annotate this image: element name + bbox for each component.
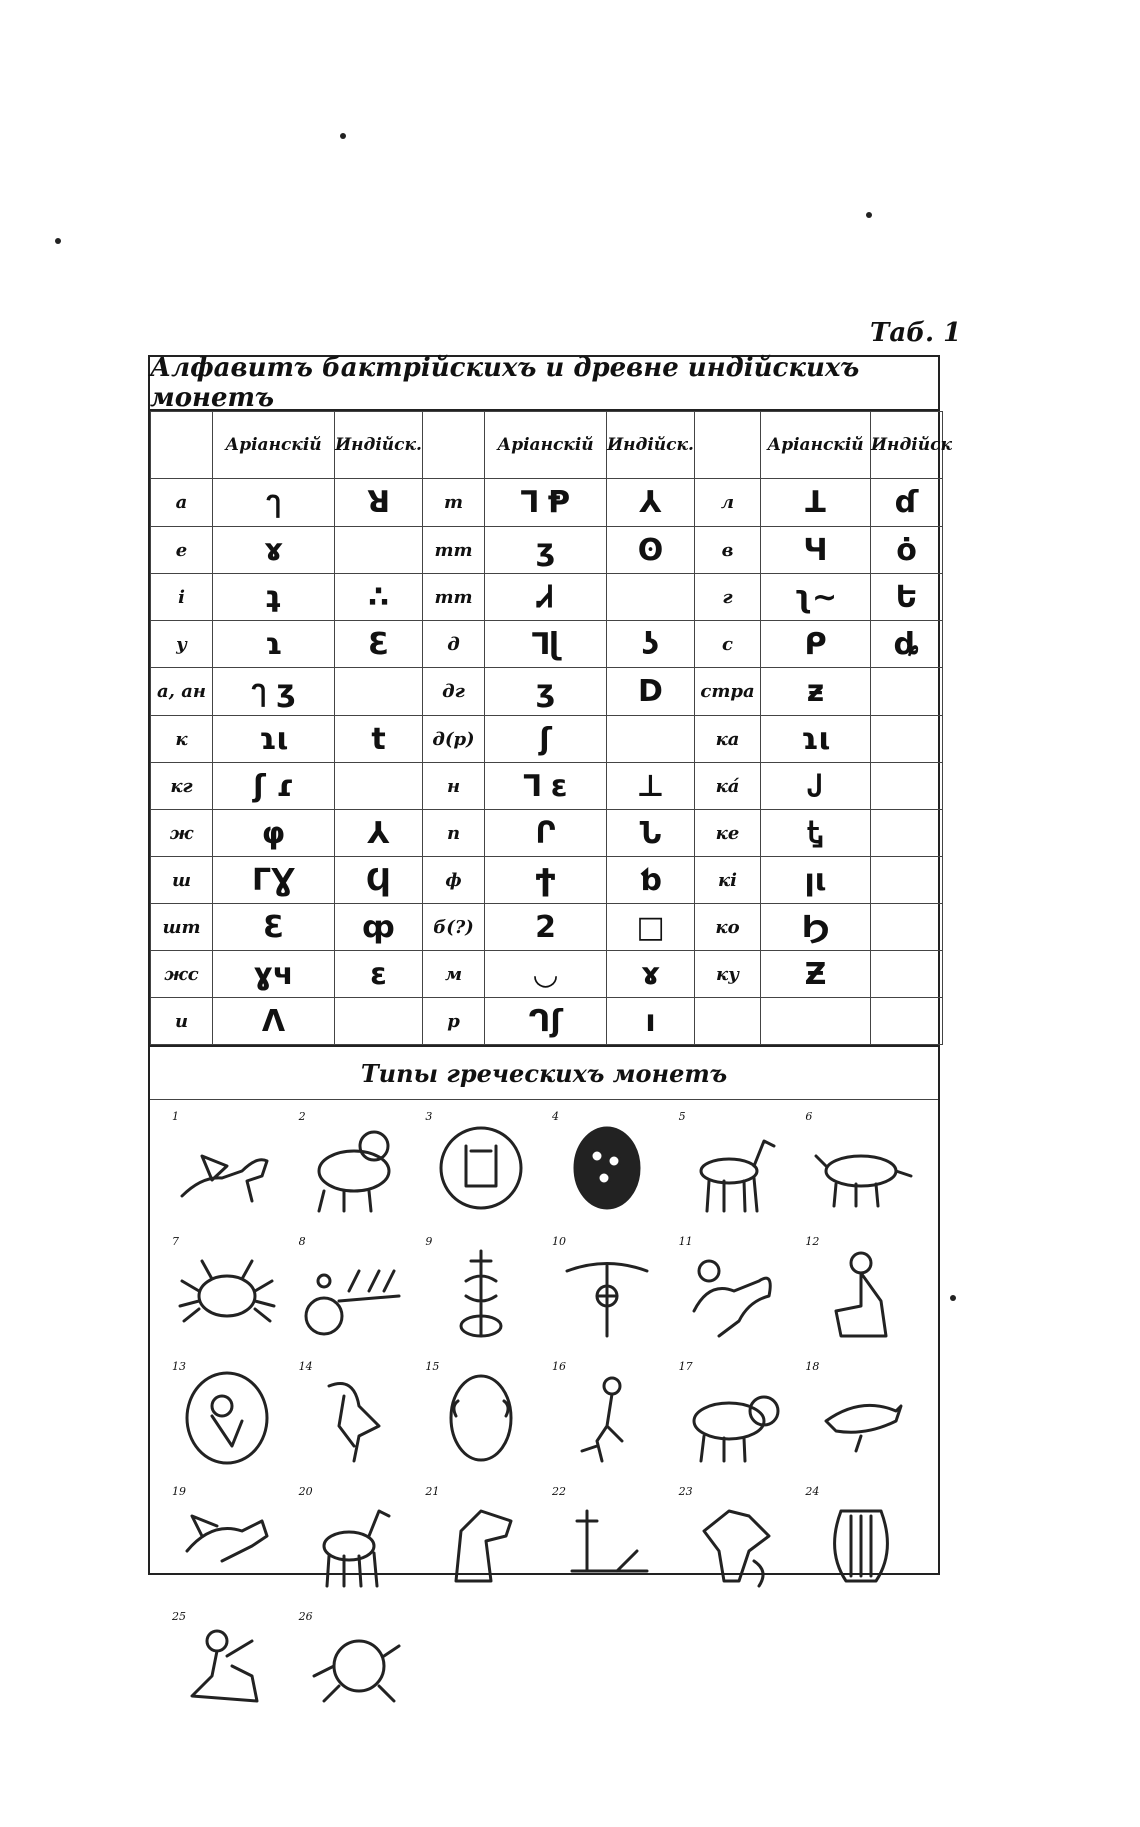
column-header [695, 412, 761, 479]
coin-type [417, 1358, 544, 1483]
transliteration-cell: ш [151, 857, 213, 904]
coin-type [164, 1608, 291, 1733]
arian-glyph-cell: ꞁι [761, 857, 871, 904]
arian-glyph-cell: 2 [485, 904, 607, 951]
arian-glyph-cell: ɤ [213, 527, 335, 574]
column-header: Индійск. [607, 412, 695, 479]
arian-glyph-cell: Ꭻ [761, 763, 871, 810]
lion-attacking-bull-icon [299, 1116, 409, 1225]
indian-glyph-cell: ꓤ [335, 479, 423, 527]
transliteration-cell: в [695, 527, 761, 574]
arian-glyph-cell: Ƶ [761, 951, 871, 998]
alphabet-row [151, 479, 943, 527]
indian-glyph-cell: Ե [871, 574, 943, 621]
indian-glyph-cell: ʘ [607, 527, 695, 574]
transliteration-cell: тт [423, 574, 485, 621]
indian-glyph-cell [871, 998, 943, 1045]
arian-glyph-cell: ɿι [213, 716, 335, 763]
indian-glyph-cell: Ϥ [335, 857, 423, 904]
indian-glyph-cell: ı [607, 998, 695, 1045]
coin-number: 8 [298, 1235, 306, 1248]
alphabet-row [151, 951, 943, 998]
coin-number: 15 [425, 1360, 440, 1373]
dove-icon [806, 1366, 916, 1475]
coin-number: 1 [172, 1110, 179, 1123]
column-header [151, 412, 213, 479]
ink-speck [950, 1295, 956, 1301]
coin-type [164, 1108, 291, 1233]
transliteration-cell: т [423, 479, 485, 527]
transliteration-cell: м [423, 951, 485, 998]
alphabet-table [150, 411, 952, 1045]
transliteration-cell: а, ан [151, 668, 213, 716]
coin-number: 25 [172, 1610, 186, 1623]
coin-number: 21 [425, 1485, 440, 1498]
transliteration-cell: н [423, 763, 485, 810]
column-header: Аріанскій [213, 412, 335, 479]
coin-number: 22 [551, 1485, 566, 1498]
alphabet-row [151, 621, 943, 668]
coin-type [797, 1233, 924, 1358]
alphabet-row [151, 716, 943, 763]
coin-type [544, 1108, 671, 1233]
arian-glyph-cell: Ϧ [761, 904, 871, 951]
arian-glyph-cell: φ [213, 810, 335, 857]
arian-glyph-cell: Ր [485, 810, 607, 857]
coin-type [671, 1233, 798, 1358]
lion-head-icon [299, 1616, 409, 1725]
arian-glyph-cell: ꓶ Ᵽ [485, 479, 607, 527]
coin-type [291, 1483, 418, 1608]
column-header: Индійск [871, 412, 943, 479]
alphabet-header-row [151, 412, 943, 479]
crane-icon [552, 1366, 662, 1475]
coin-number: 24 [805, 1485, 820, 1498]
eagle-serpent-icon [679, 1491, 789, 1600]
transliteration-cell: шт [151, 904, 213, 951]
coin-number: 13 [172, 1360, 186, 1373]
shield-icon [426, 1366, 536, 1475]
indian-glyph-cell [871, 810, 943, 857]
indian-glyph-cell: t [335, 716, 423, 763]
arian-glyph-cell: ꓶɭ [485, 621, 607, 668]
arian-glyph-cell: ◡ [485, 951, 607, 998]
transliteration-cell: стра [695, 668, 761, 716]
indian-glyph-cell [335, 998, 423, 1045]
anchor-icon [552, 1491, 662, 1600]
seated-figure-icon [806, 1241, 916, 1350]
horse-icon [299, 1491, 409, 1600]
transliteration-cell: д(р) [423, 716, 485, 763]
coin-type [417, 1108, 544, 1233]
hippocamp-icon [679, 1241, 789, 1350]
indian-glyph-cell [871, 763, 943, 810]
indian-glyph-cell: ∴ [335, 574, 423, 621]
alphabet-row [151, 527, 943, 574]
transliteration-cell: ко [695, 904, 761, 951]
coin-type [671, 1108, 798, 1233]
transliteration-cell: к [151, 716, 213, 763]
transliteration-cell: р [423, 998, 485, 1045]
coin-type [417, 1483, 544, 1608]
indian-glyph-cell: ȹ [335, 904, 423, 951]
arian-glyph-cell: Λ [213, 998, 335, 1045]
arian-glyph-cell: ɣч [213, 951, 335, 998]
indian-glyph-cell: Ɛ [335, 621, 423, 668]
arian-glyph-cell: ɿ [213, 621, 335, 668]
coin-type [291, 1233, 418, 1358]
arian-glyph-cell: ๅ [213, 479, 335, 527]
indian-glyph-cell: ɛ [335, 951, 423, 998]
horse-head-icon [426, 1491, 536, 1600]
arian-glyph-cell [761, 998, 871, 1045]
eagle-icon [299, 1366, 409, 1475]
coin-number: 20 [298, 1485, 313, 1498]
arian-glyph-cell: ๅ ʒ [213, 668, 335, 716]
arian-glyph-cell: ᑭ [761, 621, 871, 668]
arian-glyph-cell: ʇ [213, 574, 335, 621]
transliteration-cell: кі [695, 857, 761, 904]
indian-glyph-cell: ɗ [871, 479, 943, 527]
coin-number: 7 [172, 1235, 179, 1248]
goat-icon [679, 1116, 789, 1225]
arian-glyph-cell: ʅ∼ [761, 574, 871, 621]
transliteration-cell: ка [695, 716, 761, 763]
indian-glyph-cell [871, 857, 943, 904]
transliteration-cell: жс [151, 951, 213, 998]
transliteration-cell: д [423, 621, 485, 668]
indian-glyph-cell: ȯ [871, 527, 943, 574]
griffin-icon [172, 1491, 282, 1600]
indian-glyph-cell: Ն [607, 810, 695, 857]
coin-type [164, 1483, 291, 1608]
column-header: Индійск. [335, 412, 423, 479]
arian-glyph-cell: ʒ [485, 668, 607, 716]
coin-type [544, 1483, 671, 1608]
indian-glyph-cell: ƅ [607, 857, 695, 904]
coin-number: 3 [425, 1110, 433, 1123]
coin-type [797, 1483, 924, 1608]
lyre-icon [806, 1491, 916, 1600]
indian-glyph-cell [607, 574, 695, 621]
coin-type [671, 1358, 798, 1483]
indian-glyph-cell [871, 904, 943, 951]
crab-icon [172, 1241, 282, 1350]
transliteration-cell: ка́ [695, 763, 761, 810]
coin-number: 5 [678, 1110, 686, 1123]
indian-glyph-cell: □ [607, 904, 695, 951]
arian-glyph-cell: Ɛ [213, 904, 335, 951]
column-header [423, 412, 485, 479]
coin-type [671, 1483, 798, 1608]
ink-speck [866, 212, 872, 218]
arian-glyph-cell: Ꮧ [485, 574, 607, 621]
coin-type [544, 1358, 671, 1483]
transliteration-cell: ф [423, 857, 485, 904]
arian-glyph-cell: Ϯ [485, 857, 607, 904]
owl-shield-icon [172, 1366, 282, 1475]
transliteration-cell [695, 998, 761, 1045]
arian-glyph-cell: ʒ [485, 527, 607, 574]
alphabet-row [151, 998, 943, 1045]
arian-glyph-cell: ƶ [761, 668, 871, 716]
coin-number: 6 [805, 1110, 813, 1123]
coin-number: 19 [172, 1485, 186, 1498]
transliteration-cell: а [151, 479, 213, 527]
coin-type [417, 1233, 544, 1358]
arian-glyph-cell: ΓƔ [213, 857, 335, 904]
transliteration-cell: п [423, 810, 485, 857]
alphabet-title: Алфавитъ бактрійскихъ и древне индійскихъ монетъ [150, 357, 938, 411]
ink-speck [55, 238, 61, 244]
plate [148, 353, 952, 1623]
indian-glyph-cell [871, 951, 943, 998]
indian-glyph-cell: ʖ [607, 621, 695, 668]
coin-type [291, 1608, 418, 1733]
coins-title: Типы греческихъ монетъ [150, 1045, 938, 1100]
indian-glyph-cell [335, 668, 423, 716]
transliteration-cell: тт [423, 527, 485, 574]
coin-number: 26 [298, 1610, 313, 1623]
arian-glyph-cell: ɿι [761, 716, 871, 763]
transliteration-cell: л [695, 479, 761, 527]
transliteration-cell: кг [151, 763, 213, 810]
transliteration-cell: ке [695, 810, 761, 857]
arian-glyph-cell: ʃ [485, 716, 607, 763]
coin-type [291, 1358, 418, 1483]
transliteration-cell: с [695, 621, 761, 668]
transliteration-cell: и [151, 998, 213, 1045]
alphabet-row [151, 904, 943, 951]
alphabet-row [151, 668, 943, 716]
transliteration-cell: дг [423, 668, 485, 716]
coin-type [164, 1358, 291, 1483]
plate-label: Таб. 1 [870, 318, 962, 348]
coin-number: 16 [551, 1360, 566, 1373]
indian-glyph-cell [335, 527, 423, 574]
transliteration-cell: е [151, 527, 213, 574]
coin-number: 11 [678, 1235, 693, 1248]
indian-glyph-cell [607, 716, 695, 763]
indian-glyph-cell: ⅄ [335, 810, 423, 857]
coin-type [291, 1108, 418, 1233]
indian-glyph-cell: D [607, 668, 695, 716]
lyre-wreath-icon [426, 1116, 536, 1225]
transliteration-cell: г [695, 574, 761, 621]
transliteration-cell: у [151, 621, 213, 668]
transliteration-cell: ку [695, 951, 761, 998]
quadriga-icon [299, 1241, 409, 1350]
coin-number: 17 [678, 1360, 693, 1373]
indian-glyph-cell [871, 716, 943, 763]
indian-glyph-cell: ⊥ [607, 763, 695, 810]
arian-glyph-cell: Ч [761, 527, 871, 574]
alphabet-row [151, 763, 943, 810]
indian-glyph-cell: ⅄ [607, 479, 695, 527]
coin-type [797, 1358, 924, 1483]
indian-glyph-cell: ɤ [607, 951, 695, 998]
bull-mask-icon [679, 1366, 789, 1475]
arian-glyph-cell: ʃ ɾ [213, 763, 335, 810]
column-header: Аріанскій [485, 412, 607, 479]
arian-glyph-cell: ᒉʃ [485, 998, 607, 1045]
coin-type [797, 1108, 924, 1233]
arian-glyph-cell: ꓕ [761, 479, 871, 527]
transliteration-cell: ж [151, 810, 213, 857]
transliteration-cell: б(?) [423, 904, 485, 951]
coin-number: 10 [551, 1235, 566, 1248]
tortoise-icon [552, 1116, 662, 1225]
sphinx-icon [172, 1616, 282, 1725]
alphabet-row [151, 574, 943, 621]
caduceus-icon [426, 1241, 536, 1350]
coin-number: 23 [678, 1485, 693, 1498]
ink-speck [340, 133, 346, 139]
coin-number: 18 [805, 1360, 820, 1373]
crossbow-icon [552, 1241, 662, 1350]
indian-glyph-cell [335, 763, 423, 810]
coin-number: 4 [551, 1110, 559, 1123]
alphabet-row [151, 810, 943, 857]
arian-glyph-cell: ꓶ ɛ [485, 763, 607, 810]
transliteration-cell: і [151, 574, 213, 621]
coin-number: 14 [298, 1360, 313, 1373]
boar-icon [806, 1116, 916, 1225]
coin-number: 9 [425, 1235, 433, 1248]
indian-glyph-cell [871, 668, 943, 716]
alphabet-row [151, 857, 943, 904]
coin-type [164, 1233, 291, 1358]
coin-grid [150, 1100, 938, 1741]
coin-type [544, 1233, 671, 1358]
indian-glyph-cell: ȡ [871, 621, 943, 668]
pegasus-icon [172, 1116, 282, 1225]
coin-number: 12 [805, 1235, 820, 1248]
arian-glyph-cell: Ꮏ [761, 810, 871, 857]
column-header: Аріанскій [761, 412, 871, 479]
coin-number: 2 [298, 1110, 306, 1123]
